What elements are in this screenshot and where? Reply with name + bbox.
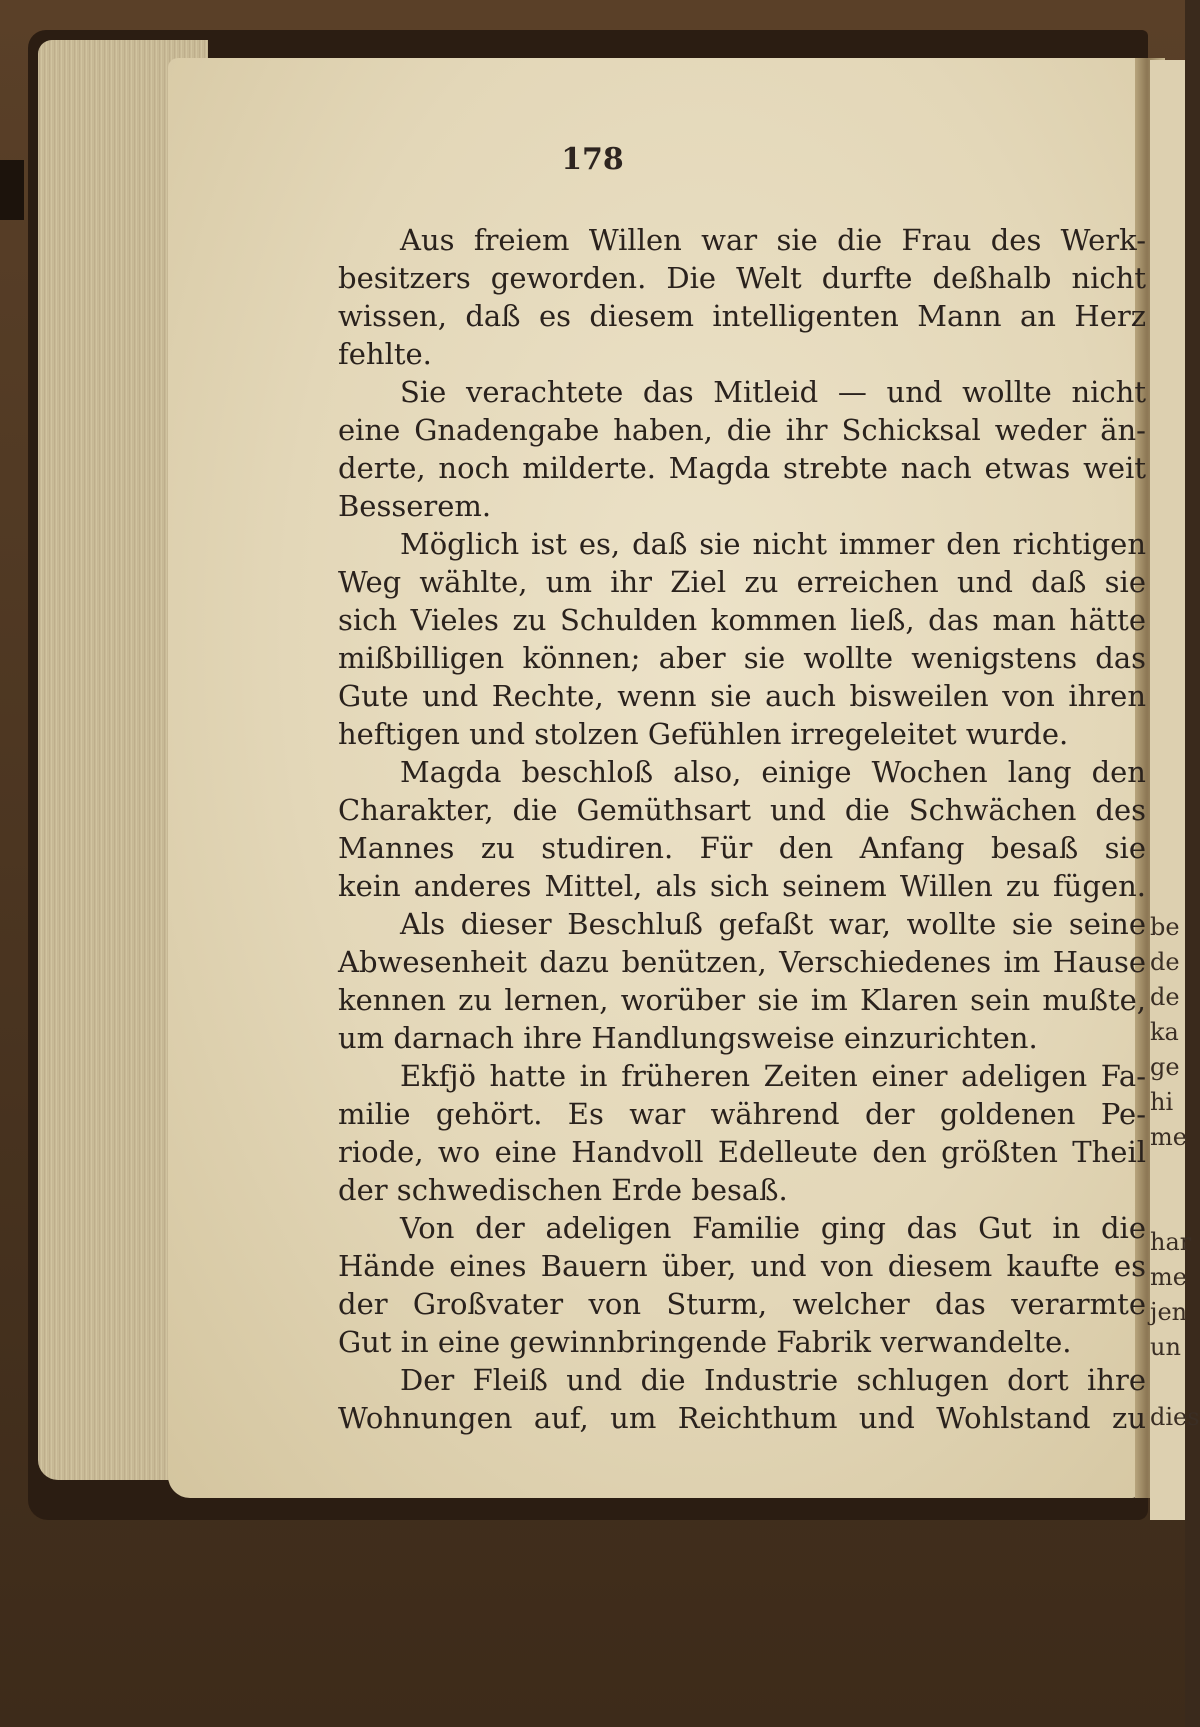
page-number: 178 — [561, 142, 624, 177]
text-line: Charakter, die Gemüthsart und die Schwächen des — [338, 793, 1146, 827]
text-line: Ekfjö hatte in früheren Zeiten einer adeligen Fa- — [400, 1059, 1146, 1093]
text-line: wissen, daß es diesem intelligenten Mann an Herz — [338, 299, 1146, 333]
facing-fragment: har — [1150, 1228, 1192, 1256]
text-line: riode, wo eine Handvoll Edelleute den größten Theil — [338, 1135, 1146, 1169]
text-line: Hände eines Bauern über, und von diesem kaufte es — [338, 1249, 1146, 1283]
text-line: Möglich ist es, daß sie nicht immer den richtigen — [400, 527, 1146, 561]
text-line: Der Fleiß und die Industrie schlugen dort ihre — [400, 1363, 1146, 1397]
facing-fragment: dies — [1150, 1403, 1200, 1431]
text-line: Mannes zu studiren. Für den Anfang besaß sie — [338, 831, 1146, 865]
facing-page-text — [1150, 910, 1200, 1435]
facing-fragment: ge — [1150, 1053, 1180, 1081]
text-line: heftigen und stolzen Gefühlen irregeleitet wurde. — [338, 717, 1069, 751]
text-line: kein anderes Mittel, als sich seinem Willen zu fügen. — [338, 869, 1146, 903]
text-line: Sie verachtete das Mitleid — und wollte nicht — [400, 375, 1146, 409]
facing-fragment — [1150, 1190, 1185, 1225]
text-line: sich Vieles zu Schulden kommen ließ, das man hätte — [338, 603, 1146, 637]
text-line: derte, noch milderte. Magda strebte nach etwas weit — [338, 451, 1146, 485]
text-line: der Großvater von Sturm, welcher das verarmte — [338, 1287, 1146, 1321]
facing-fragment: un — [1150, 1333, 1181, 1361]
facing-fragment: jen — [1150, 1298, 1188, 1326]
text-line: Abwesenheit dazu benützen, Verschiedenes im Hause — [338, 945, 1146, 979]
facing-fragment: ka — [1150, 1018, 1179, 1046]
text-line: kennen zu lernen, worüber sie im Klaren sein mußte, — [338, 983, 1146, 1017]
facing-fragment: de — [1150, 948, 1180, 976]
facing-fragment — [1150, 1155, 1185, 1190]
text-line: Besserem. — [338, 489, 492, 523]
body-text — [338, 221, 1146, 1437]
facing-fragment: me — [1150, 1123, 1187, 1151]
text-line: besitzers geworden. Die Welt durfte deßhalb nicht — [338, 261, 1146, 295]
facing-fragment: be — [1150, 913, 1180, 941]
text-line: Weg wählte, um ihr Ziel zu erreichen und daß sie — [338, 565, 1146, 599]
facing-fragment: hi — [1150, 1088, 1174, 1116]
text-line: Von der adeligen Familie ging das Gut in die — [400, 1211, 1146, 1245]
text-line: Magda beschloß also, einige Wochen lang den — [400, 755, 1146, 789]
text-line: fehlte. — [338, 337, 432, 371]
text-line: Gut in eine gewinnbringende Fabrik verwandelte. — [338, 1325, 1072, 1359]
text-line: der schwedischen Erde besaß. — [338, 1173, 788, 1207]
facing-fragment: de — [1150, 983, 1180, 1011]
text-line: milie gehört. Es war während der goldenen Pe- — [338, 1097, 1146, 1131]
text-line: Als dieser Beschluß gefaßt war, wollte sie seine — [400, 907, 1146, 941]
facing-fragment — [1150, 1365, 1185, 1400]
text-line: mißbilligen können; aber sie wollte wenigstens das — [338, 641, 1146, 675]
text-line: Aus freiem Willen war sie die Frau des Werk- — [400, 223, 1146, 257]
facing-fragment: me — [1150, 1263, 1187, 1291]
text-line: eine Gnadengabe haben, die ihr Schicksal weder än- — [338, 413, 1146, 447]
text-line: Wohnungen auf, um Reichthum und Wohlstand zu — [338, 1401, 1146, 1435]
text-line: Gute und Rechte, wenn sie auch bisweilen von ihren — [338, 679, 1146, 713]
text-line: um darnach ihre Handlungsweise einzurichten. — [338, 1021, 1038, 1055]
